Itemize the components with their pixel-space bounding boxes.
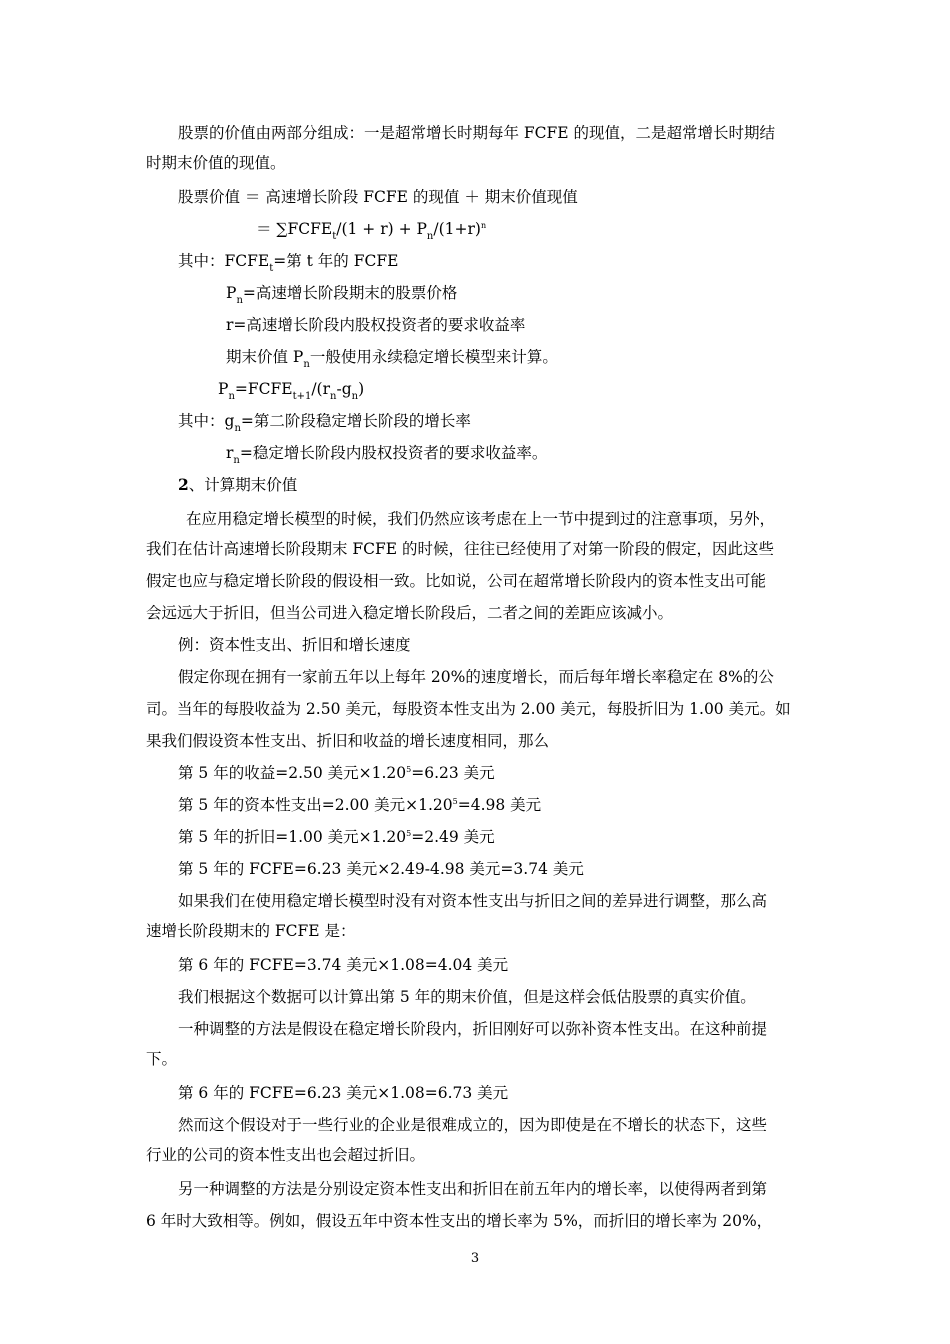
paragraph-line: 然而这个假设对于一些行业的企业是很难成立的，因为即使是在不增长的状态下，这些 <box>178 1116 768 1134</box>
formula-terminal-price: $P_n=FCFE_{t+1}/(r_n-g_n)$ <box>218 380 365 402</box>
calculation-line: 第 5 年的 FCFE=6.23 美元×2.49-4.98 美元=3.74 美元 <box>178 860 584 878</box>
paragraph-line: 假定你现在拥有一家前五年以上每年 20%的速度增长，而后每年增长率稳定在 8%的公 <box>178 668 774 686</box>
calculation-line: 第 6 年的 FCFE=6.23 美元×1.08=6.73 美元 <box>178 1084 509 1102</box>
calculation-line: 第 5 年的资本性支出=2.00 美元$\times 1.20^5=4.98$ 美元 <box>178 796 542 814</box>
paragraph-line: 股票的价值由两部分组成：一是超常增长时期每年 FCFE 的现值，二是超常增长时期结 <box>178 124 776 142</box>
paragraph-line: 会远远大于折旧，但当公司进入稳定增长阶段后，二者之间的差距应该减小。 <box>146 604 674 622</box>
paragraph-line: 行业的公司的资本性支出也会超过折旧。 <box>146 1146 426 1164</box>
paragraph-line: 我们根据这个数据可以计算出第 5 年的期末价值，但是这样会低估股票的真实价值。 <box>178 988 756 1006</box>
definition-line: $r_n=$稳定增长阶段内股权投资者的要求收益率。 <box>226 444 548 466</box>
example-title: 例：资本性支出、折旧和增长速度 <box>178 636 411 654</box>
calculation-line: 第 6 年的 FCFE=3.74 美元×1.08=4.04 美元 <box>178 956 509 974</box>
calculation-line: 第 5 年的折旧=1.00 美元$\times 1.20^5=2.49$ 美元 <box>178 828 495 846</box>
definition-line: $P_n=$高速增长阶段期末的股票价格 <box>226 284 458 306</box>
paragraph-line: 时期末价值的现值。 <box>146 154 286 172</box>
page-number: 3 <box>470 1251 480 1266</box>
paragraph-line: 我们在估计高速增长阶段期末 FCFE 的时候，往往已经使用了对第一阶段的假定，因此这些 <box>146 540 775 558</box>
definition-line: 期末价值 $P_n$一般使用永续稳定增长模型来计算。 <box>226 348 558 370</box>
equation-sum: ＝ $\sum FCFE_t/(1 + r) + P_n/(1+r)^n$ <box>256 220 487 242</box>
paragraph-line: 果我们假设资本性支出、折旧和收益的增长速度相同，那么 <box>146 732 550 750</box>
definition-line: r=高速增长阶段内股权投资者的要求收益率 <box>226 316 526 334</box>
paragraph-line: 假定也应与稳定增长阶段的假设相一致。比如说，公司在超常增长阶段内的资本性支出可能 <box>146 572 767 590</box>
paragraph-line: 如果我们在使用稳定增长模型时没有对资本性支出与折旧之间的差异进行调整，那么高 <box>178 892 768 910</box>
definition-line: 其中：$FCFE_t=$第 t 年的 FCFE <box>178 252 399 274</box>
section-heading: 2、计算期末价值 <box>178 475 298 494</box>
paragraph-line: 司。当年的每股收益为 2.50 美元，每股资本性支出为 2.00 美元，每股折旧为 1.00 美元。如 <box>146 700 791 718</box>
paragraph-line: 一种调整的方法是假设在稳定增长阶段内，折旧刚好可以弥补资本性支出。在这种前提 <box>178 1020 768 1038</box>
calculation-line: 第 5 年的收益=2.50 美元$\times 1.20^5=6.23$ 美元 <box>178 764 495 782</box>
paragraph-line: 下。 <box>146 1050 178 1068</box>
definition-line: 其中：$g_n=$第二阶段稳定增长阶段的增长率 <box>178 412 471 434</box>
equation-stock-value: 股票价值 ＝ 高速增长阶段 FCFE 的现值 ＋ 期末价值现值 <box>178 188 578 206</box>
paragraph-line: 速增长阶段期末的 FCFE 是： <box>146 922 356 940</box>
paragraph-line: 在应用稳定增长模型的时候，我们仍然应该考虑在上一节中提到过的注意事项，另外， <box>186 510 776 528</box>
paragraph-line: 另一种调整的方法是分别设定资本性支出和折旧在前五年内的增长率，以使得两者到第 <box>178 1180 768 1198</box>
paragraph-line: 6 年时大致相等。例如，假设五年中资本性支出的增长率为 5%，而折旧的增长率为 20%， <box>146 1212 773 1230</box>
